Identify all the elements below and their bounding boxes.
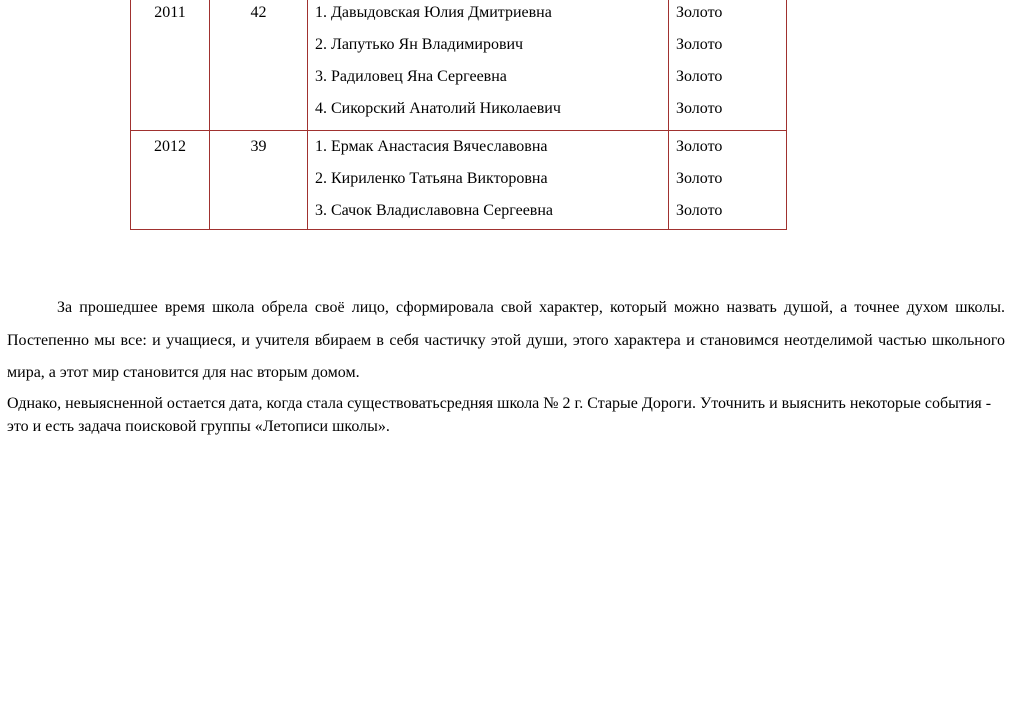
year-cell xyxy=(131,0,210,130)
student-name: 1. Ермак Анастасия Вячеславовна xyxy=(315,137,548,155)
award-value: Золото xyxy=(676,137,723,155)
student-name: 2. Лапутько Ян Владимирович xyxy=(315,36,524,53)
table-row xyxy=(131,130,787,229)
year-cell xyxy=(131,130,210,229)
award-value: Золото xyxy=(676,201,723,219)
participant-count: 42 xyxy=(250,4,267,21)
year-value: 2012 xyxy=(154,137,186,155)
names-cell xyxy=(308,0,669,130)
award-value: Золото xyxy=(676,68,723,85)
table-row xyxy=(131,0,787,130)
award-value: Золото xyxy=(676,4,723,21)
student-name: 2. Кириленко Татьяна Викторовна xyxy=(315,169,548,187)
results-table xyxy=(130,0,787,230)
participant-count: 39 xyxy=(250,137,267,155)
award-value: Золото xyxy=(676,100,723,117)
student-name: 3. Сачок Владиславовна Сергеевна xyxy=(315,201,554,219)
year-value: 2011 xyxy=(154,4,186,21)
names-cell xyxy=(308,130,669,229)
count-cell xyxy=(210,0,308,130)
student-name: 3. Радиловец Яна Сергеевна xyxy=(315,68,507,85)
count-cell xyxy=(210,130,308,229)
body-paragraph: Однако, невыясненной остается дата, когда стала существоватьсредняя школа № 2 г. Старые Дороги. Уточнить и выяснить некоторые события - это и есть задача поисковой группы «Летописи школы». xyxy=(7,395,992,435)
awards-cell xyxy=(669,0,787,130)
student-name: 4. Сикорский Анатолий Николаевич xyxy=(315,100,561,117)
award-value: Золото xyxy=(676,36,723,53)
body-paragraph: За прошедшее время школа обрела своё лицо, сформировала свой характер, который можно назвать душой, а точнее духом школы. Постепенно мы все: и учащиеся, и учителя вбираем в себя частичку этой души, этого характера и становимся неотделимой частью школьного мира, а этот мир становится для нас вторым домом. xyxy=(7,299,1005,381)
awards-cell xyxy=(669,130,787,229)
award-value: Золото xyxy=(676,169,723,187)
student-name: 1. Давыдовская Юлия Дмитриевна xyxy=(315,4,552,21)
